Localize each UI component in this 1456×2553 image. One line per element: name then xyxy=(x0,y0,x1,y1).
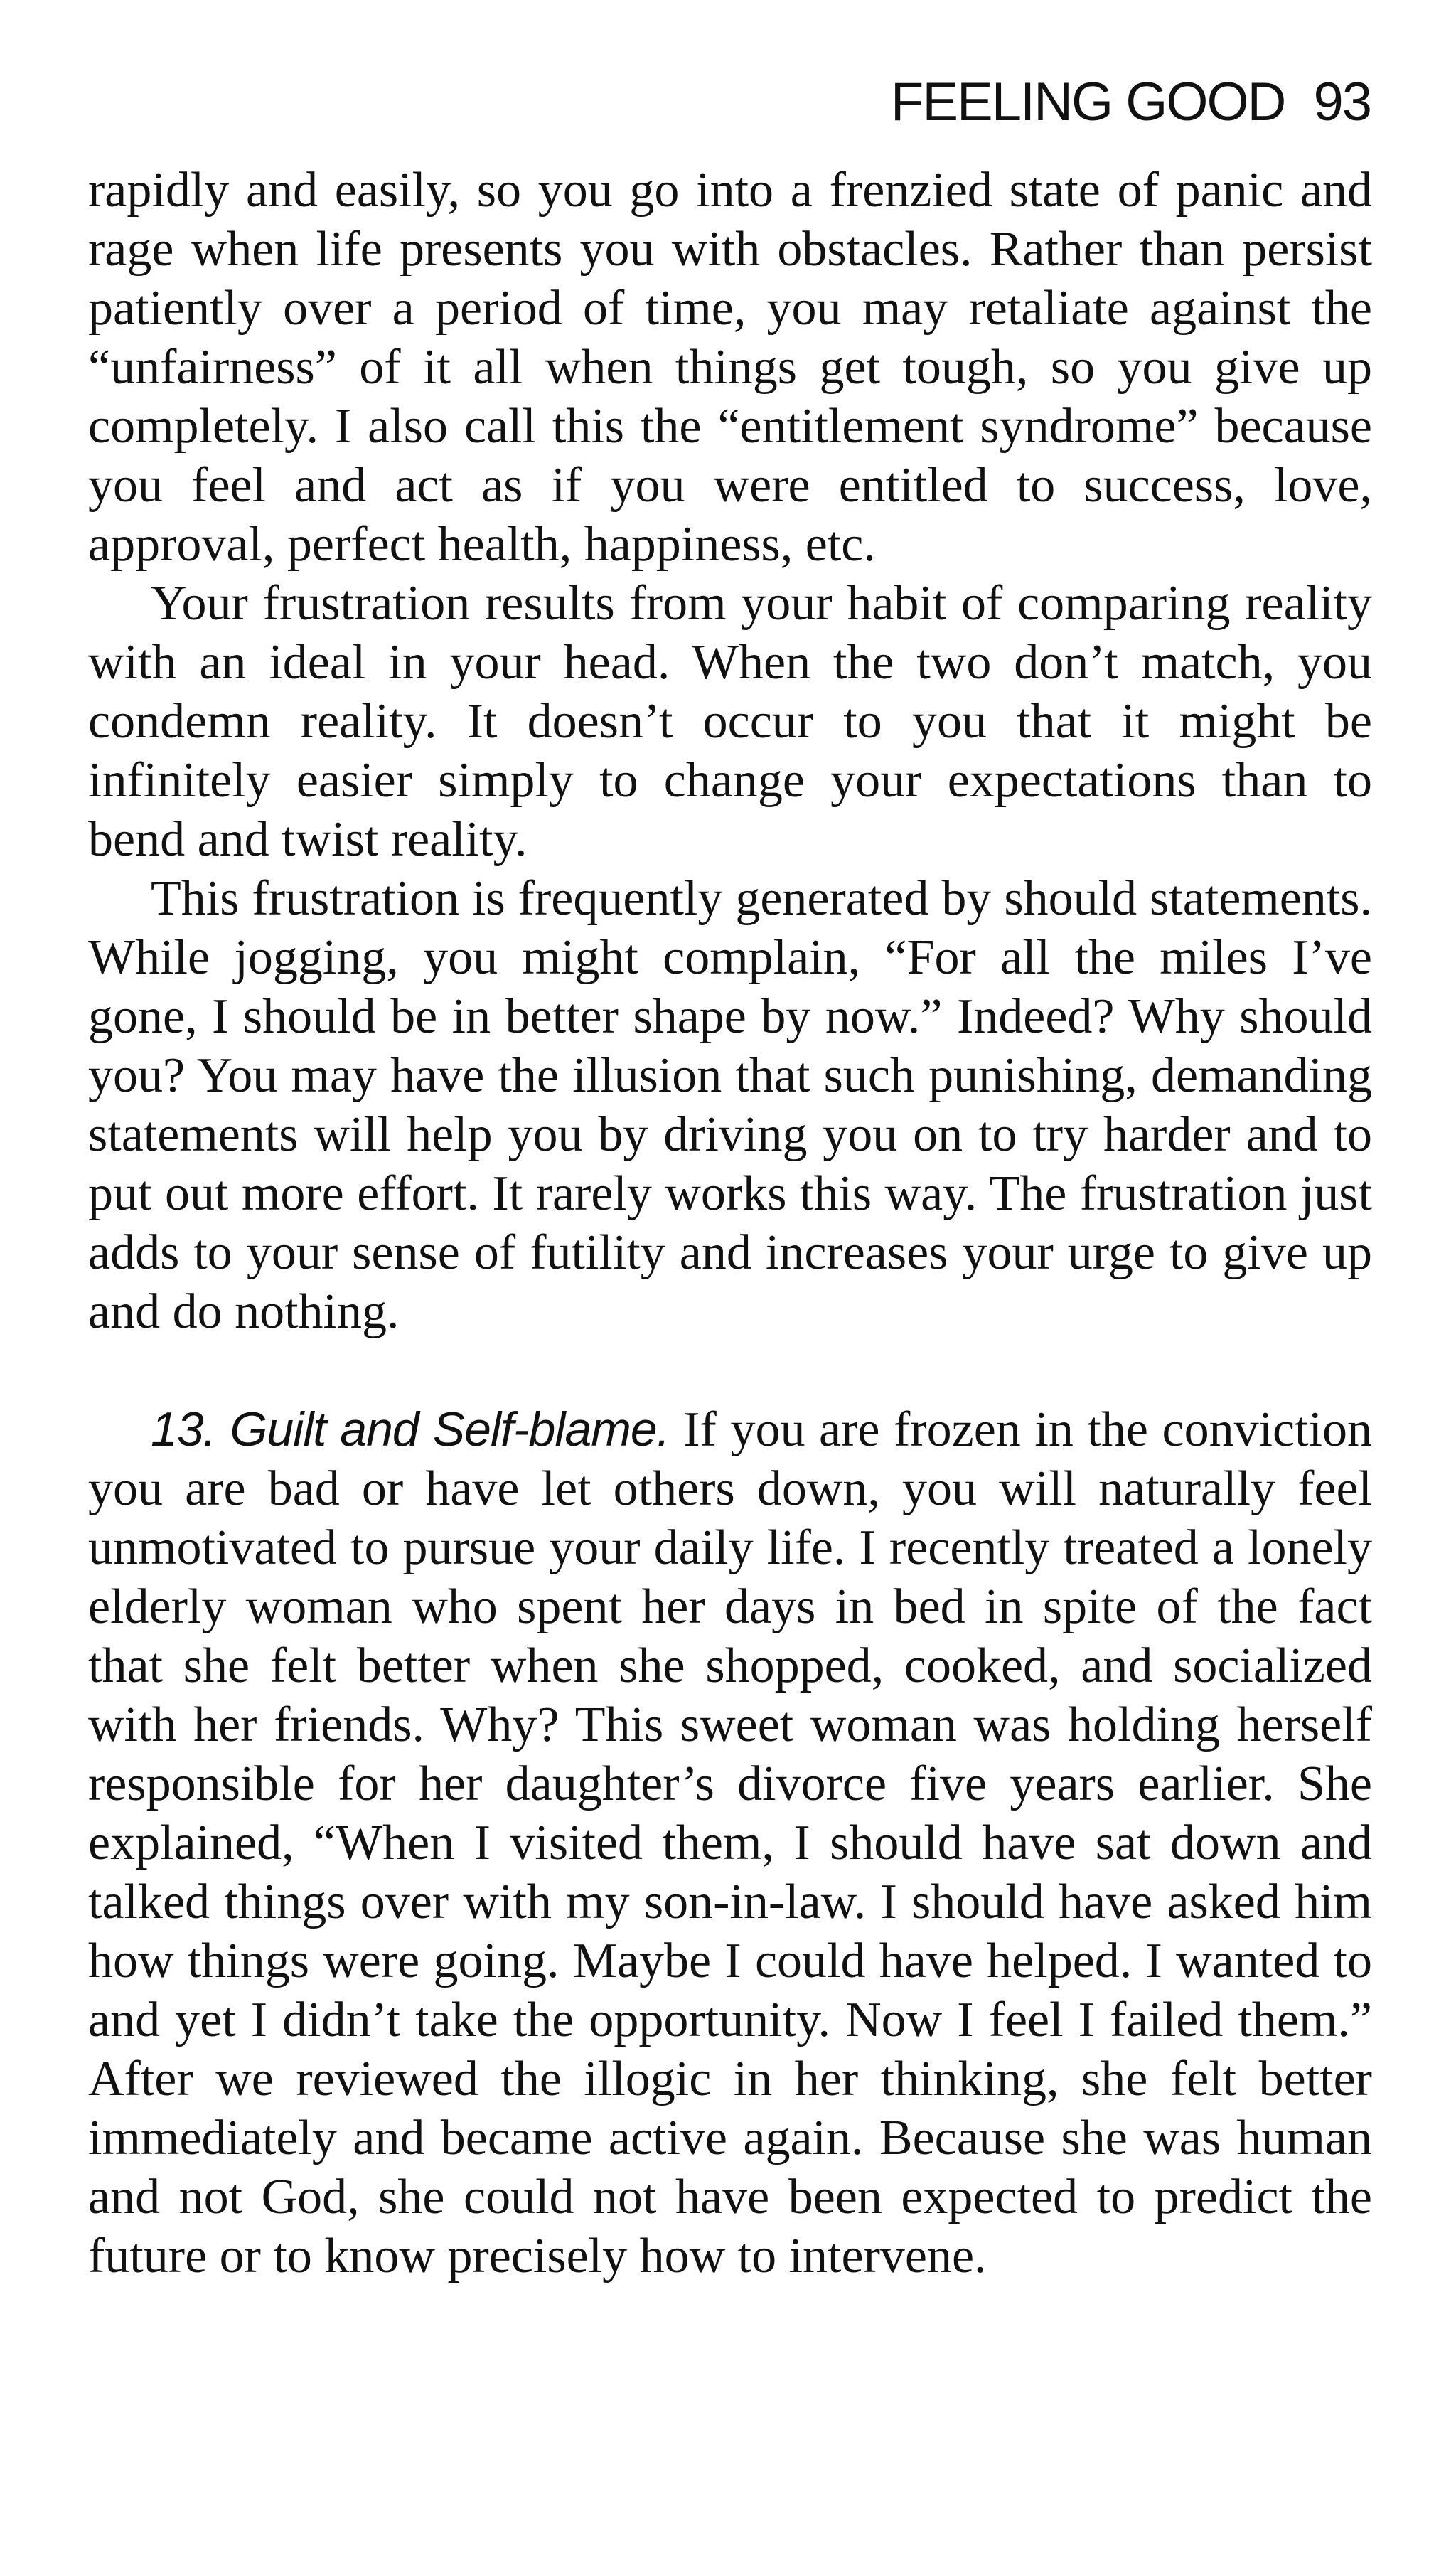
running-header xyxy=(891,71,1371,133)
page-number: 93 xyxy=(1313,72,1371,132)
running-title: FEELING GOOD xyxy=(890,72,1285,132)
paragraph-should-statements: This frustration is frequently generated by should statements. While jogging, you might complain, “For all the miles I’ve gone, I should be in better shape by now.” Indeed? Why should you? You may have the illusion that such punishing, demanding statements will help you by driving you on to try harder and to put out more effort. It rarely works this way. The frustration just adds to your sense of futility and increases your urge to give up and do nothing. xyxy=(88,871,1372,1339)
body-text xyxy=(88,161,1372,2286)
section-heading: 13. Guilt and Self-blame. xyxy=(151,1402,670,1456)
section-text: If you are frozen in the conviction you are bad or have let others down, you will naturally feel unmotivated to pursue your daily life. I recently treated a lonely elderly woman who spent her days in bed in spite of the fact that she felt better when she shopped, cooked, and socialized with her friends. Why? This sweet woman was holding herself responsible for her daughter’s divorce five years earlier. She explained, “When I visited them, I should have sat down and talked things over with my son-in-law. I should have asked him how things were going. Maybe I could have helped. I wanted to and yet I didn’t take the opportunity. Now I feel I failed them.” After we reviewed the illogic in her thinking, she felt better immediately and became active again. Because she was human and not God, she could not have been expected to predict the future or to know precisely how to intervene. xyxy=(88,1402,1373,2283)
section-guilt-self-blame xyxy=(88,1400,1372,2286)
paragraph-continued: rapidly and easily, so you go into a frenzied state of panic and rage when life presents you with obstacles. Rather than persist patiently over a period of time, you may retaliate against the “unfairness” of it all when things get tough, so you give up completely. I also call this the “entitlement syndrome” because you feel and act as if you were entitled to success, love, approval, perfect health, happiness, etc. xyxy=(88,163,1372,572)
paragraph-frustration: Your frustration results from your habit of comparing reality with an ideal in your head. When the two don’t match, you condemn reality. It doesn’t occur to you that it might be infinitely easier simply to change your expectations than to bend and twist reality. xyxy=(88,576,1372,867)
